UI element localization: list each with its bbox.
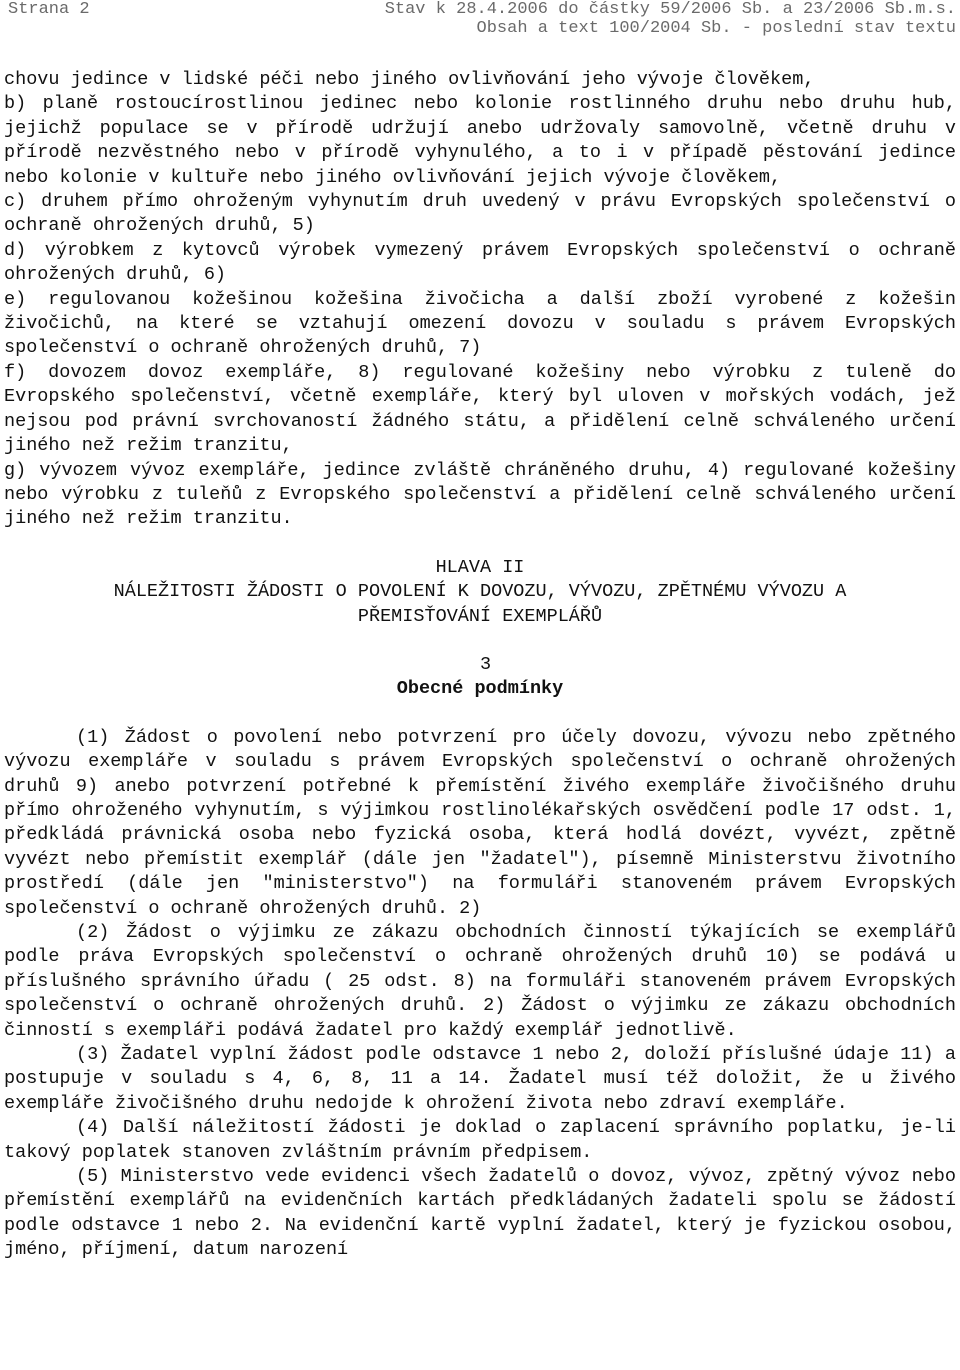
document-body [4,68,956,1263]
chapter-title-line-1: NÁLEŽITOSTI ŽÁDOSTI O POVOLENÍ K DOVOZU, VÝVOZU, ZPĚTNÉMU VÝVOZU A [113,581,847,603]
paragraph-4: (4) Další náležitostí žádosti je doklad o zaplacení správního poplatku, je-li takový poplatek stanoven zvláštním právním předpisem. [4,1117,956,1163]
chapter-label: HLAVA II [435,556,525,578]
definition-c: c) druhem přímo ohroženým vyhynutím druh uvedený v právu Evropských společenství o ochraně ohrožených druhů, 5) [4,191,956,237]
paragraph-5: (5) Ministerstvo vede evidenci všech žadatelů o dovoz, vývoz, zpětný vývoz nebo přemístění exemplářů na evidenčních kartách předkládaných žadateli spolu se žádostí podle odstavce 1 nebo 2. Na evidenční kartě vyplní žadatel, který je fyzickou osobou, jméno, příjmení, datum narození [4,1166,956,1261]
definition-g: g) vývozem vývoz exempláře, jedince zvláště chráněného druhu, 4) regulované kožešiny nebo výrobku z tuleňů z Evropského společenství a přidělení celně schváleného určení jiného než režim tranzitu. [4,459,956,530]
paragraph-1: (1) Žádost o povolení nebo potvrzení pro účely dovozu, vývozu nebo zpětného vývozu exempláře v souladu s právem Evropských společenství o ochraně ohrožených druhů 9) anebo potvrzení potřebné k přemístění živého exempláře živočišného druhu přímo ohroženého vyhynutím, s výjimkou rostlinolékařských osvědčení podle 17 odst. 1, předkládá právnická osoba nebo fyzická osoba, která hodlá dovézt, vyvézt, zpětně vyvézt nebo přemístit exemplář (dále jen "žadatel"), písemně Ministerstvu životního prostředí (dále jen "ministerstvo") na formuláři stanoveném právem Evropských společenství o ochraně ohrožených druhů. 2) [4,726,956,919]
definition-b: b) planě rostoucírostlinou jedinec nebo kolonie rostlinného druhu nebo druhu hub, jejichž populace se v přírodě udržují anebo udržovaly samovolně, včetně druhu v přírodě nezvěstného nebo v přírodě vyhynulého, a to i v případě pěstování jedince nebo kolonie v kultuře nebo jiného ovlivňování jejich vývoje člověkem, [4,93,956,188]
page-header [4,0,956,40]
chapter-title-line-2: PŘEMISŤOVÁNÍ EXEMPLÁŘŮ [357,605,603,627]
section-number: 3 [468,653,492,675]
intro-continuation: chovu jedince v lidské péči nebo jiného ovlivňování jeho vývoje člověkem, [4,69,815,90]
page-number-label: Strana 2 [8,0,90,19]
definition-e: e) regulovanou kožešinou kožešina živočicha a další zboží vyrobené z kožešin živočichů, na které se vztahují omezení dovozu v souladu s právem Evropských společenství o ochraně ohrožených druhů, 7) [4,288,956,359]
status-line-1: Stav k 28.4.2006 do částky 59/2006 Sb. a 23/2006 Sb.m.s. [384,0,956,19]
section-title: Obecné podmínky [396,678,564,700]
definition-f: f) dovozem dovoz exempláře, 8) regulované kožešiny nebo výrobku z tuleně do Evropského společenství, včetně exempláře, který byl uloven v mořských vodách, jež nejsou pod právní svrchovaností žádného státu, a přidělení celně schváleného určení jiného než režim tranzitu, [4,361,956,457]
paragraph-2: (2) Žádost o výjimku ze zákazu obchodních činností týkajících se exemplářů podle práva Evropských společenství o ochraně ohrožených druhů 10) se podává u příslušného správního úřadu ( 25 odst. 8) na formuláři stanoveném právem Evropských společenství o ochraně ohrožených druhů. 2) Žádost o výjimku ze zákazu obchodních činností s exempláři podává žadatel pro každý exemplář jednotlivě. [4,922,956,1041]
document-page [4,0,956,1261]
paragraph-3: (3) Žadatel vyplní žádost podle odstavce 1 nebo 2, doloží příslušné údaje 11) a postupuje v souladu s 4, 6, 8, 11 a 14. Žadatel musí též doložit, že u živého exempláře živočišného druhu nedojde k ohrožení života nebo zdraví exempláře. [4,1044,956,1114]
definition-d: d) výrobkem z kytovců výrobek vymezený právem Evropských společenství o ochraně ohrožených druhů, 6) [4,239,956,286]
document-status [385,0,956,38]
status-line-2: Obsah a text 100/2004 Sb. - poslední stav textu [476,19,956,38]
